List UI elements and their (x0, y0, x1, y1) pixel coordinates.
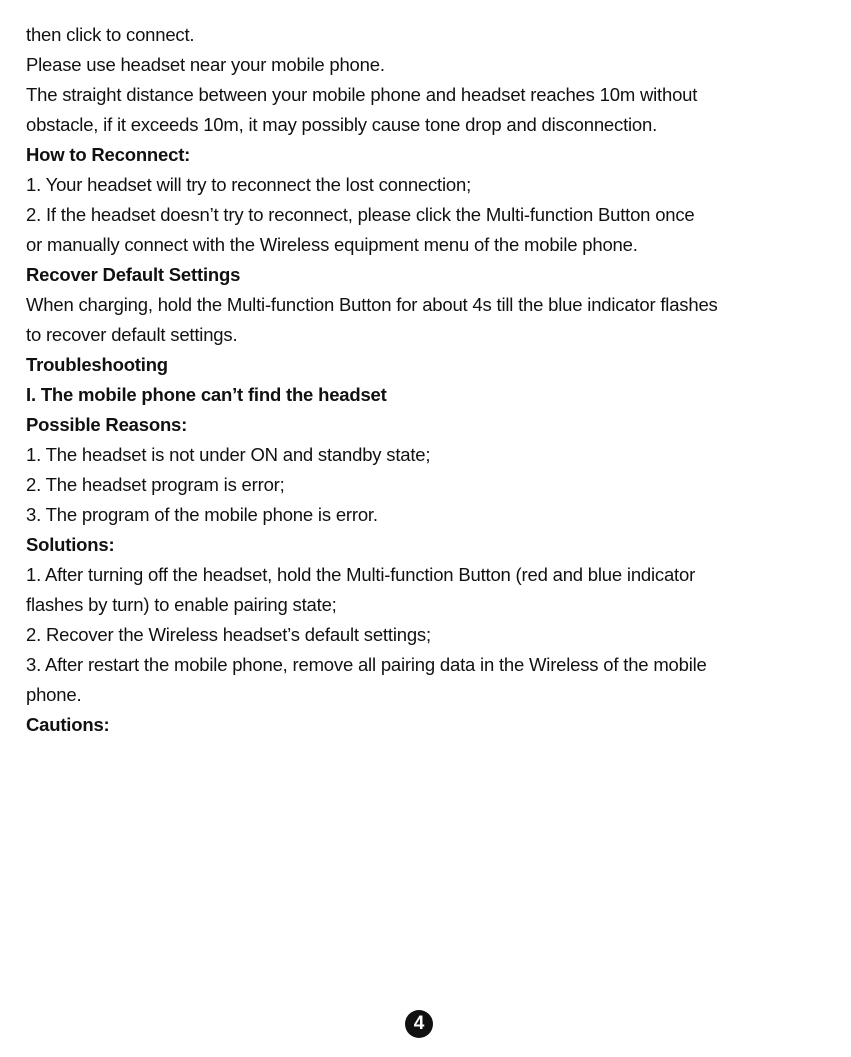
body-text-line: 3. After restart the mobile phone, remove all pairing data in the Wireless of the mobile (26, 654, 707, 675)
body-text-line: or manually connect with the Wireless equipment menu of the mobile phone. (26, 234, 638, 255)
body-text-line: 1. The headset is not under ON and standby state; (26, 444, 431, 465)
subsection-heading-reasons: Possible Reasons: (26, 414, 188, 435)
body-text-line: 2. Recover the Wireless headset’s default settings; (26, 624, 431, 645)
body-text-line: 3. The program of the mobile phone is error. (26, 504, 378, 525)
body-text-line: When charging, hold the Multi-function Button for about 4s till the blue indicator flashes (26, 294, 718, 315)
body-text-line: obstacle, if it exceeds 10m, it may possibly cause tone drop and disconnection. (26, 114, 658, 135)
manual-page (26, 20, 826, 740)
subsection-heading-problem: I. The mobile phone can’t find the headset (26, 384, 387, 405)
body-text-line: then click to connect. (26, 24, 195, 45)
body-text-line: 1. Your headset will try to reconnect the lost connection; (26, 174, 472, 195)
body-text-line: 2. If the headset doesn’t try to reconnect, please click the Multi-function Button once (26, 204, 695, 225)
body-text-line: 1. After turning off the headset, hold the Multi-function Button (red and blue indicator (26, 564, 696, 585)
body-text-line: 2. The headset program is error; (26, 474, 285, 495)
body-text-line: flashes by turn) to enable pairing state; (26, 594, 337, 615)
page-number-badge: 4 (405, 1010, 433, 1038)
subsection-heading-solutions: Solutions: (26, 534, 115, 555)
section-heading-reconnect: How to Reconnect: (26, 144, 191, 165)
body-text-line: Please use headset near your mobile phone. (26, 54, 385, 75)
section-heading-default-settings: Recover Default Settings (26, 264, 241, 285)
body-text-line: to recover default settings. (26, 324, 238, 345)
section-heading-cautions: Cautions: (26, 714, 110, 735)
body-text-line: The straight distance between your mobile phone and headset reaches 10m without (26, 84, 698, 105)
section-heading-troubleshooting: Troubleshooting (26, 354, 168, 375)
body-text-line: phone. (26, 684, 82, 705)
